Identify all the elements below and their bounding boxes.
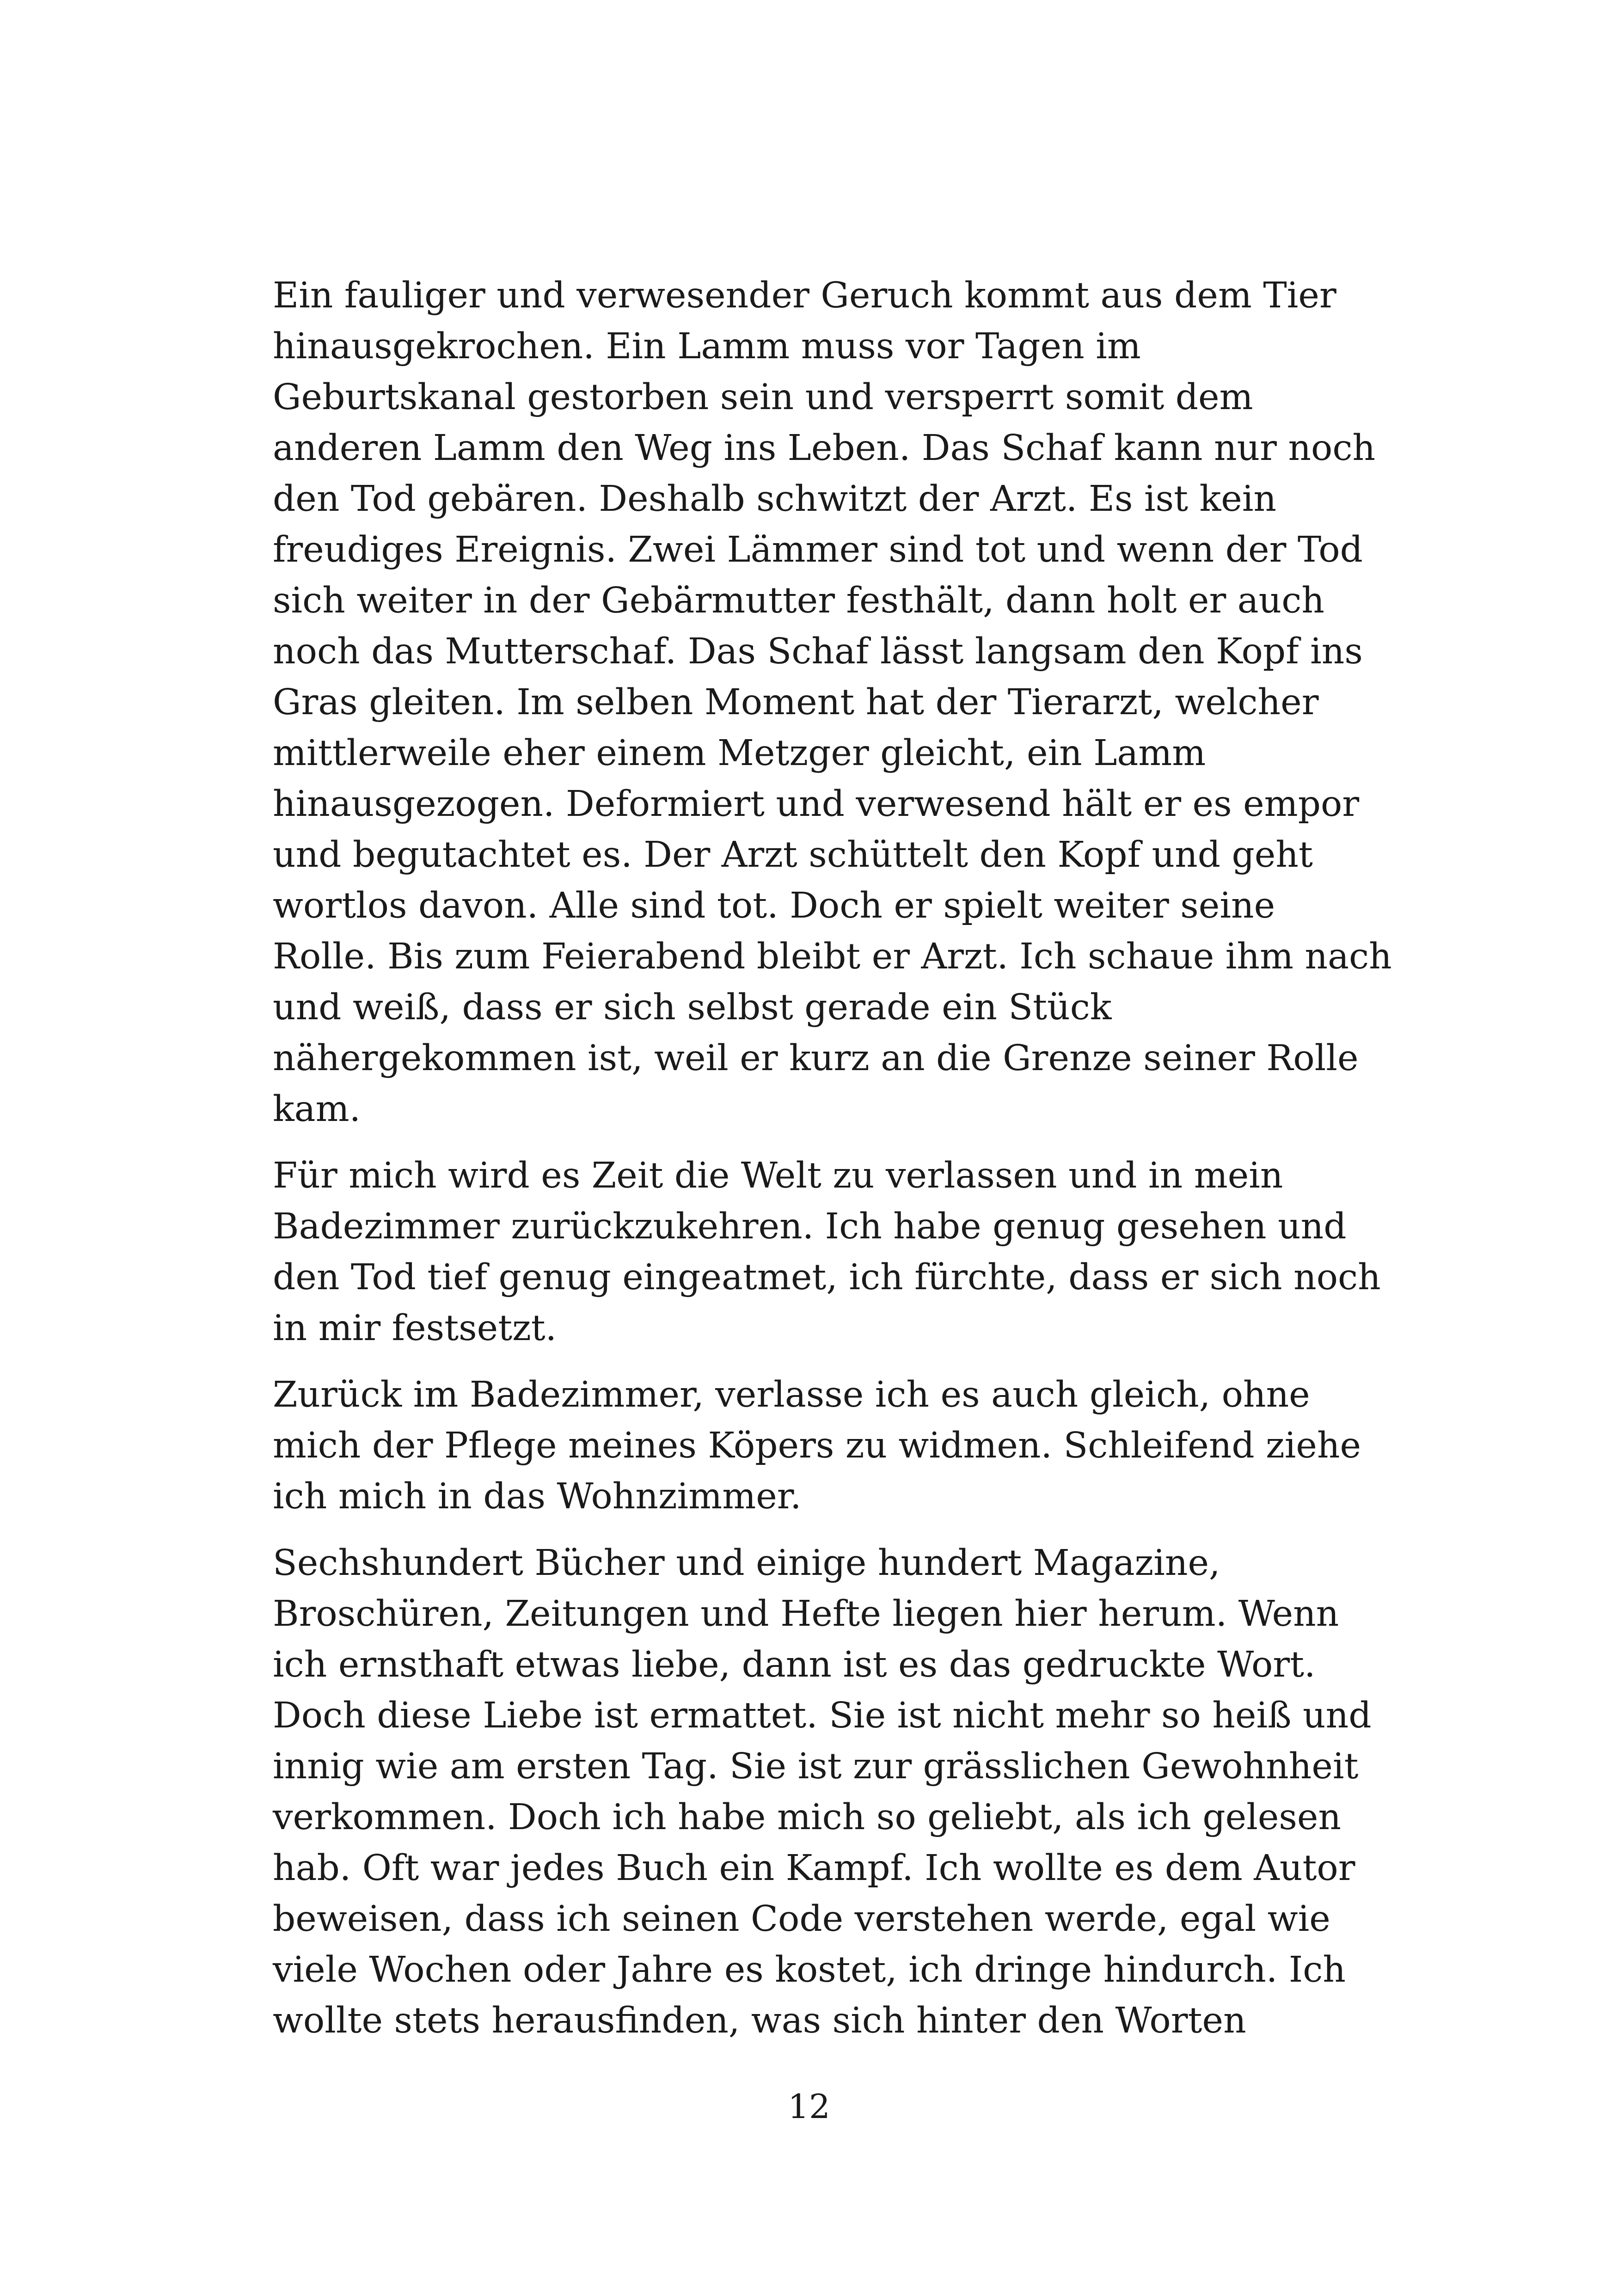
paragraph-1 <box>273 270 1392 1135</box>
text-line: in mir festsetzt. <box>273 1308 557 1349</box>
text-line: freudiges Ereignis. Zwei Lämmer sind tot und wenn der Tod <box>273 529 1363 570</box>
text-line: ich mich in das Wohnzimmer. <box>273 1476 802 1517</box>
text-line: wortlos davon. Alle sind tot. Doch er spielt weiter seine <box>273 885 1275 926</box>
paragraph-gap <box>273 1354 1354 1370</box>
text-line: anderen Lamm den Weg ins Leben. Das Schaf kann nur noch <box>273 428 1376 469</box>
text-line: Zurück im Badezimmer, verlasse ich es auch gleich, ohne <box>273 1374 1310 1415</box>
text-line: den Tod gebären. Deshalb schwitzt der Arzt. Es ist kein <box>273 478 1277 520</box>
text-line: mittlerweile eher einem Metzger gleicht, ein Lamm <box>273 733 1206 774</box>
text-line: innig wie am ersten Tag. Sie ist zur grässlichen Gewohnheit <box>273 1746 1359 1787</box>
paragraph-4 <box>273 1538 1372 2046</box>
page-number: 12 <box>788 2087 830 2126</box>
text-line: und begutachtet es. Der Arzt schüttelt den Kopf und geht <box>273 834 1313 876</box>
text-line: und weiß, dass er sich selbst gerade ein Stück <box>273 987 1112 1028</box>
text-line: wollte stets herausfinden, was sich hinter den Worten <box>273 2000 1246 2041</box>
text-line: Gras gleiten. Im selben Moment hat der Tierarzt, welcher <box>273 682 1319 723</box>
text-line: beweisen, dass ich seinen Code verstehen werde, egal wie <box>273 1898 1330 1940</box>
text-line: Ein fauliger und verwesender Geruch kommt aus dem Tier <box>273 275 1336 316</box>
text-line: Broschüren, Zeitungen und Hefte liegen hier herum. Wenn <box>273 1593 1339 1635</box>
text-line: Geburtskanal gestorben sein und versperrt somit dem <box>273 377 1253 418</box>
text-line: hinausgezogen. Deformiert und verwesend hält er es empor <box>273 784 1360 825</box>
text-line: mich der Pflege meines Köpers zu widmen. Schleifend ziehe <box>273 1425 1361 1466</box>
text-line: den Tod tief genug eingeatmet, ich fürchte, dass er sich noch <box>273 1257 1381 1298</box>
text-line: verkommen. Doch ich habe mich so geliebt, als ich gelesen <box>273 1797 1342 1838</box>
text-line: noch das Mutterschaf. Das Schaf lässt langsam den Kopf ins <box>273 631 1363 672</box>
text-line: viele Wochen oder Jahre es kostet, ich dringe hindurch. Ich <box>273 1949 1346 1990</box>
paragraph-gap <box>273 1522 1354 1538</box>
text-line: nähergekommen ist, weil er kurz an die Grenze seiner Rolle <box>273 1038 1359 1079</box>
text-line: Badezimmer zurückzukehren. Ich habe genug gesehen und <box>273 1206 1347 1247</box>
text-line: hab. Oft war jedes Buch ein Kampf. Ich wollte es dem Autor <box>273 1848 1355 1889</box>
text-line: kam. <box>273 1089 361 1130</box>
text-line: Sechshundert Bücher und einige hundert Magazine, <box>273 1543 1220 1584</box>
paragraph-2 <box>273 1151 1381 1354</box>
text-line: sich weiter in der Gebärmutter festhält, dann holt er auch <box>273 580 1324 621</box>
paragraph-3 <box>273 1370 1361 1522</box>
paragraph-gap <box>273 1135 1354 1151</box>
text-line: Für mich wird es Zeit die Welt zu verlassen und in mein <box>273 1155 1283 1196</box>
text-line: Rolle. Bis zum Feierabend bleibt er Arzt. Ich schaue ihm nach <box>273 936 1392 977</box>
body-text <box>273 270 1392 2046</box>
text-line: Doch diese Liebe ist ermattet. Sie ist nicht mehr so heiß und <box>273 1695 1372 1736</box>
text-line: hinausgekrochen. Ein Lamm muss vor Tagen im <box>273 326 1141 367</box>
text-line: ich ernsthaft etwas liebe, dann ist es das gedruckte Wort. <box>273 1644 1316 1685</box>
